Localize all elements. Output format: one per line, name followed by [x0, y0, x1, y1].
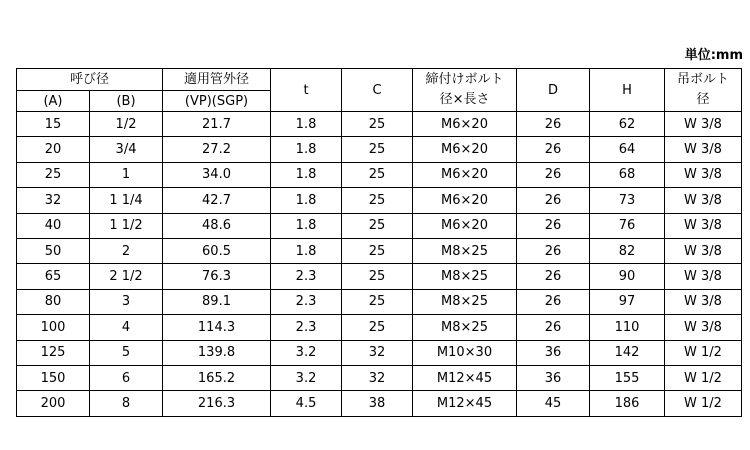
header-bolt-line2: 径×長さ	[439, 92, 490, 107]
cell-nominal-a: 20	[17, 137, 90, 162]
cell-nominal-a: 25	[17, 162, 90, 187]
cell-d: 26	[517, 162, 590, 187]
cell-c: 25	[342, 112, 413, 137]
cell-nominal-a: 15	[17, 112, 90, 137]
cell-nominal-b: 5	[90, 340, 163, 365]
cell-d: 36	[517, 340, 590, 365]
cell-pipe-od: 27.2	[163, 137, 271, 162]
cell-bolt: M6×20	[413, 112, 517, 137]
cell-nominal-a: 125	[17, 340, 90, 365]
cell-hang-bolt: W 3/8	[665, 188, 742, 213]
cell-bolt: M12×45	[413, 391, 517, 416]
table-row	[17, 112, 742, 137]
header-h: H	[590, 69, 665, 112]
table-body	[17, 112, 742, 417]
cell-h: 68	[590, 162, 665, 187]
header-t: t	[271, 69, 342, 112]
cell-nominal-b: 2 1/2	[90, 264, 163, 289]
cell-c: 25	[342, 315, 413, 340]
cell-c: 25	[342, 188, 413, 213]
cell-hang-bolt: W 3/8	[665, 238, 742, 263]
header-hang-bolt	[665, 69, 742, 112]
cell-t: 1.8	[271, 188, 342, 213]
cell-t: 1.8	[271, 238, 342, 263]
cell-hang-bolt: W 3/8	[665, 315, 742, 340]
header-a: (A)	[17, 91, 90, 112]
cell-t: 1.8	[271, 137, 342, 162]
cell-t: 1.8	[271, 213, 342, 238]
table-row	[17, 340, 742, 365]
header-nominal: 呼び径	[17, 69, 163, 91]
cell-nominal-b: 1 1/4	[90, 188, 163, 213]
cell-pipe-od: 34.0	[163, 162, 271, 187]
cell-hang-bolt: W 3/8	[665, 264, 742, 289]
cell-c: 32	[342, 365, 413, 390]
cell-bolt: M12×45	[413, 365, 517, 390]
cell-d: 36	[517, 365, 590, 390]
cell-hang-bolt: W 3/8	[665, 213, 742, 238]
cell-c: 25	[342, 289, 413, 314]
cell-d: 26	[517, 213, 590, 238]
cell-c: 25	[342, 137, 413, 162]
cell-h: 76	[590, 213, 665, 238]
cell-hang-bolt: W 3/8	[665, 162, 742, 187]
cell-nominal-a: 50	[17, 238, 90, 263]
cell-bolt: M8×25	[413, 315, 517, 340]
cell-bolt: M8×25	[413, 238, 517, 263]
cell-hang-bolt: W 3/8	[665, 137, 742, 162]
cell-h: 64	[590, 137, 665, 162]
cell-c: 25	[342, 213, 413, 238]
table-row	[17, 188, 742, 213]
table-row	[17, 213, 742, 238]
cell-nominal-a: 40	[17, 213, 90, 238]
cell-d: 26	[517, 289, 590, 314]
cell-t: 2.3	[271, 315, 342, 340]
table-row	[17, 391, 742, 416]
table-row	[17, 162, 742, 187]
cell-d: 26	[517, 112, 590, 137]
cell-bolt: M8×25	[413, 264, 517, 289]
cell-nominal-a: 150	[17, 365, 90, 390]
cell-nominal-b: 6	[90, 365, 163, 390]
cell-d: 45	[517, 391, 590, 416]
cell-pipe-od: 89.1	[163, 289, 271, 314]
cell-c: 25	[342, 264, 413, 289]
header-pipe-od: 適用管外径	[163, 69, 271, 91]
header-b: (B)	[90, 91, 163, 112]
table-row	[17, 365, 742, 390]
cell-t: 4.5	[271, 391, 342, 416]
cell-t: 3.2	[271, 365, 342, 390]
cell-h: 82	[590, 238, 665, 263]
cell-hang-bolt: W 1/2	[665, 340, 742, 365]
cell-h: 62	[590, 112, 665, 137]
cell-hang-bolt: W 3/8	[665, 289, 742, 314]
spec-table	[16, 68, 742, 417]
cell-d: 26	[517, 188, 590, 213]
cell-nominal-b: 8	[90, 391, 163, 416]
cell-bolt: M6×20	[413, 188, 517, 213]
header-bolt-line1: 締付けボルト	[425, 72, 504, 87]
cell-c: 25	[342, 162, 413, 187]
table-row	[17, 238, 742, 263]
cell-c: 32	[342, 340, 413, 365]
cell-t: 3.2	[271, 340, 342, 365]
cell-pipe-od: 139.8	[163, 340, 271, 365]
cell-d: 26	[517, 238, 590, 263]
cell-pipe-od: 114.3	[163, 315, 271, 340]
table-row	[17, 264, 742, 289]
cell-nominal-b: 1 1/2	[90, 213, 163, 238]
header-pipe-od-sub: (VP)(SGP)	[163, 91, 271, 112]
cell-t: 1.8	[271, 162, 342, 187]
cell-nominal-a: 80	[17, 289, 90, 314]
cell-h: 97	[590, 289, 665, 314]
cell-nominal-b: 1	[90, 162, 163, 187]
cell-d: 26	[517, 137, 590, 162]
cell-nominal-b: 4	[90, 315, 163, 340]
cell-nominal-b: 3/4	[90, 137, 163, 162]
cell-h: 155	[590, 365, 665, 390]
cell-d: 26	[517, 315, 590, 340]
table-row	[17, 315, 742, 340]
cell-pipe-od: 216.3	[163, 391, 271, 416]
cell-t: 1.8	[271, 112, 342, 137]
cell-hang-bolt: W 3/8	[665, 112, 742, 137]
cell-h: 110	[590, 315, 665, 340]
cell-nominal-b: 3	[90, 289, 163, 314]
cell-c: 25	[342, 238, 413, 263]
cell-h: 142	[590, 340, 665, 365]
cell-hang-bolt: W 1/2	[665, 391, 742, 416]
cell-pipe-od: 21.7	[163, 112, 271, 137]
cell-nominal-b: 1/2	[90, 112, 163, 137]
cell-bolt: M6×20	[413, 213, 517, 238]
header-hang-line2: 径	[696, 92, 710, 107]
cell-bolt: M8×25	[413, 289, 517, 314]
header-bolt	[413, 69, 517, 112]
cell-pipe-od: 60.5	[163, 238, 271, 263]
cell-hang-bolt: W 1/2	[665, 365, 742, 390]
header-hang-line1: 吊ボルト	[677, 72, 730, 87]
cell-h: 186	[590, 391, 665, 416]
table-header	[17, 69, 742, 112]
cell-nominal-a: 65	[17, 264, 90, 289]
cell-bolt: M6×20	[413, 137, 517, 162]
unit-label: 単位:mm	[684, 48, 743, 63]
table-row	[17, 289, 742, 314]
cell-pipe-od: 76.3	[163, 264, 271, 289]
header-d: D	[517, 69, 590, 112]
header-c: C	[342, 69, 413, 112]
cell-bolt: M10×30	[413, 340, 517, 365]
cell-pipe-od: 165.2	[163, 365, 271, 390]
cell-d: 26	[517, 264, 590, 289]
cell-pipe-od: 42.7	[163, 188, 271, 213]
cell-h: 73	[590, 188, 665, 213]
cell-bolt: M6×20	[413, 162, 517, 187]
table-row	[17, 137, 742, 162]
cell-pipe-od: 48.6	[163, 213, 271, 238]
cell-nominal-a: 32	[17, 188, 90, 213]
cell-nominal-a: 200	[17, 391, 90, 416]
cell-t: 2.3	[271, 289, 342, 314]
cell-nominal-a: 100	[17, 315, 90, 340]
cell-c: 38	[342, 391, 413, 416]
cell-nominal-b: 2	[90, 238, 163, 263]
cell-h: 90	[590, 264, 665, 289]
cell-t: 2.3	[271, 264, 342, 289]
